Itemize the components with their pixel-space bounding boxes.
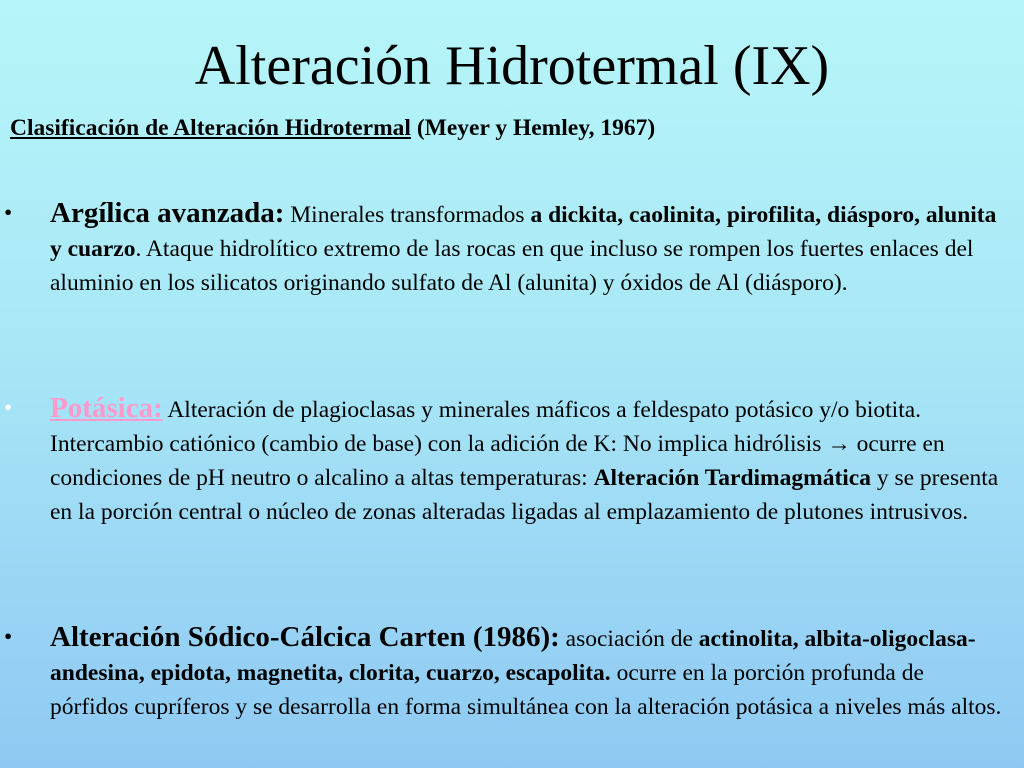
subtitle-citation: (Meyer y Hemley, 1967): [410, 115, 656, 141]
classification-link[interactable]: Clasificación de Alteración Hidrotermal: [10, 115, 411, 141]
bullet-sodico-calcica: [4, 620, 1005, 724]
subtitle: [10, 113, 655, 143]
bullet-bold-text: a dickita, caolinita, pirofilita, diásporo, alunita y cuarzo: [50, 202, 997, 262]
right-arrow-icon: →: [827, 431, 851, 457]
bullet-text: Alteración de plagioclasas y minerales máficos a feldespato potásico y/o biotita. Intercambio catiónico (cambio de base) con la adición de K: No implica hidrólisis: [50, 397, 922, 457]
bullet-text: Minerales transformados: [284, 202, 531, 228]
bullet-bold-text: Alteración Tardimagmática: [593, 465, 871, 491]
bullet-text: . Ataque hidrolítico extremo de las rocas en que incluso se rompen los fuertes enlaces del aluminio en los silicatos originando sulfato de Al (alunita) y óxidos de Al (diásporo).: [50, 236, 974, 296]
bullet-marker: •: [4, 624, 13, 650]
bullet-lead: Alteración Sódico-Cálcica Carten (1986):: [50, 621, 560, 653]
bullet-marker: •: [4, 200, 13, 226]
slide-title: Alteración Hidrotermal (IX): [194, 35, 830, 97]
bullet-text: asociación de: [559, 626, 699, 652]
bullet-text: ocurre en condiciones de pH neutro o alcalino a altas temperaturas:: [50, 431, 945, 491]
potasica-link[interactable]: Potásica:: [50, 392, 163, 424]
bullet-lead: Argílica avanzada:: [50, 197, 285, 229]
bullet-potasica: [4, 391, 1005, 529]
bullet-text: ocurre en la porción profunda de pórfidos cupríferos y se desarrolla en forma simultánea con la alteración potásica a niveles más altos.: [50, 660, 1002, 720]
bullet-argilica-avanzada: [4, 196, 1005, 300]
bullet-text: y se presenta en la porción central o núcleo de zonas alteradas ligadas al emplazamiento de plutones intrusivos.: [50, 465, 999, 525]
bullet-bold-text: actinolita, albita-oligoclasa- andesina, epidota, magnetita, clorita, cuarzo, escapolita.: [50, 626, 976, 686]
bullet-marker: •: [4, 395, 13, 421]
